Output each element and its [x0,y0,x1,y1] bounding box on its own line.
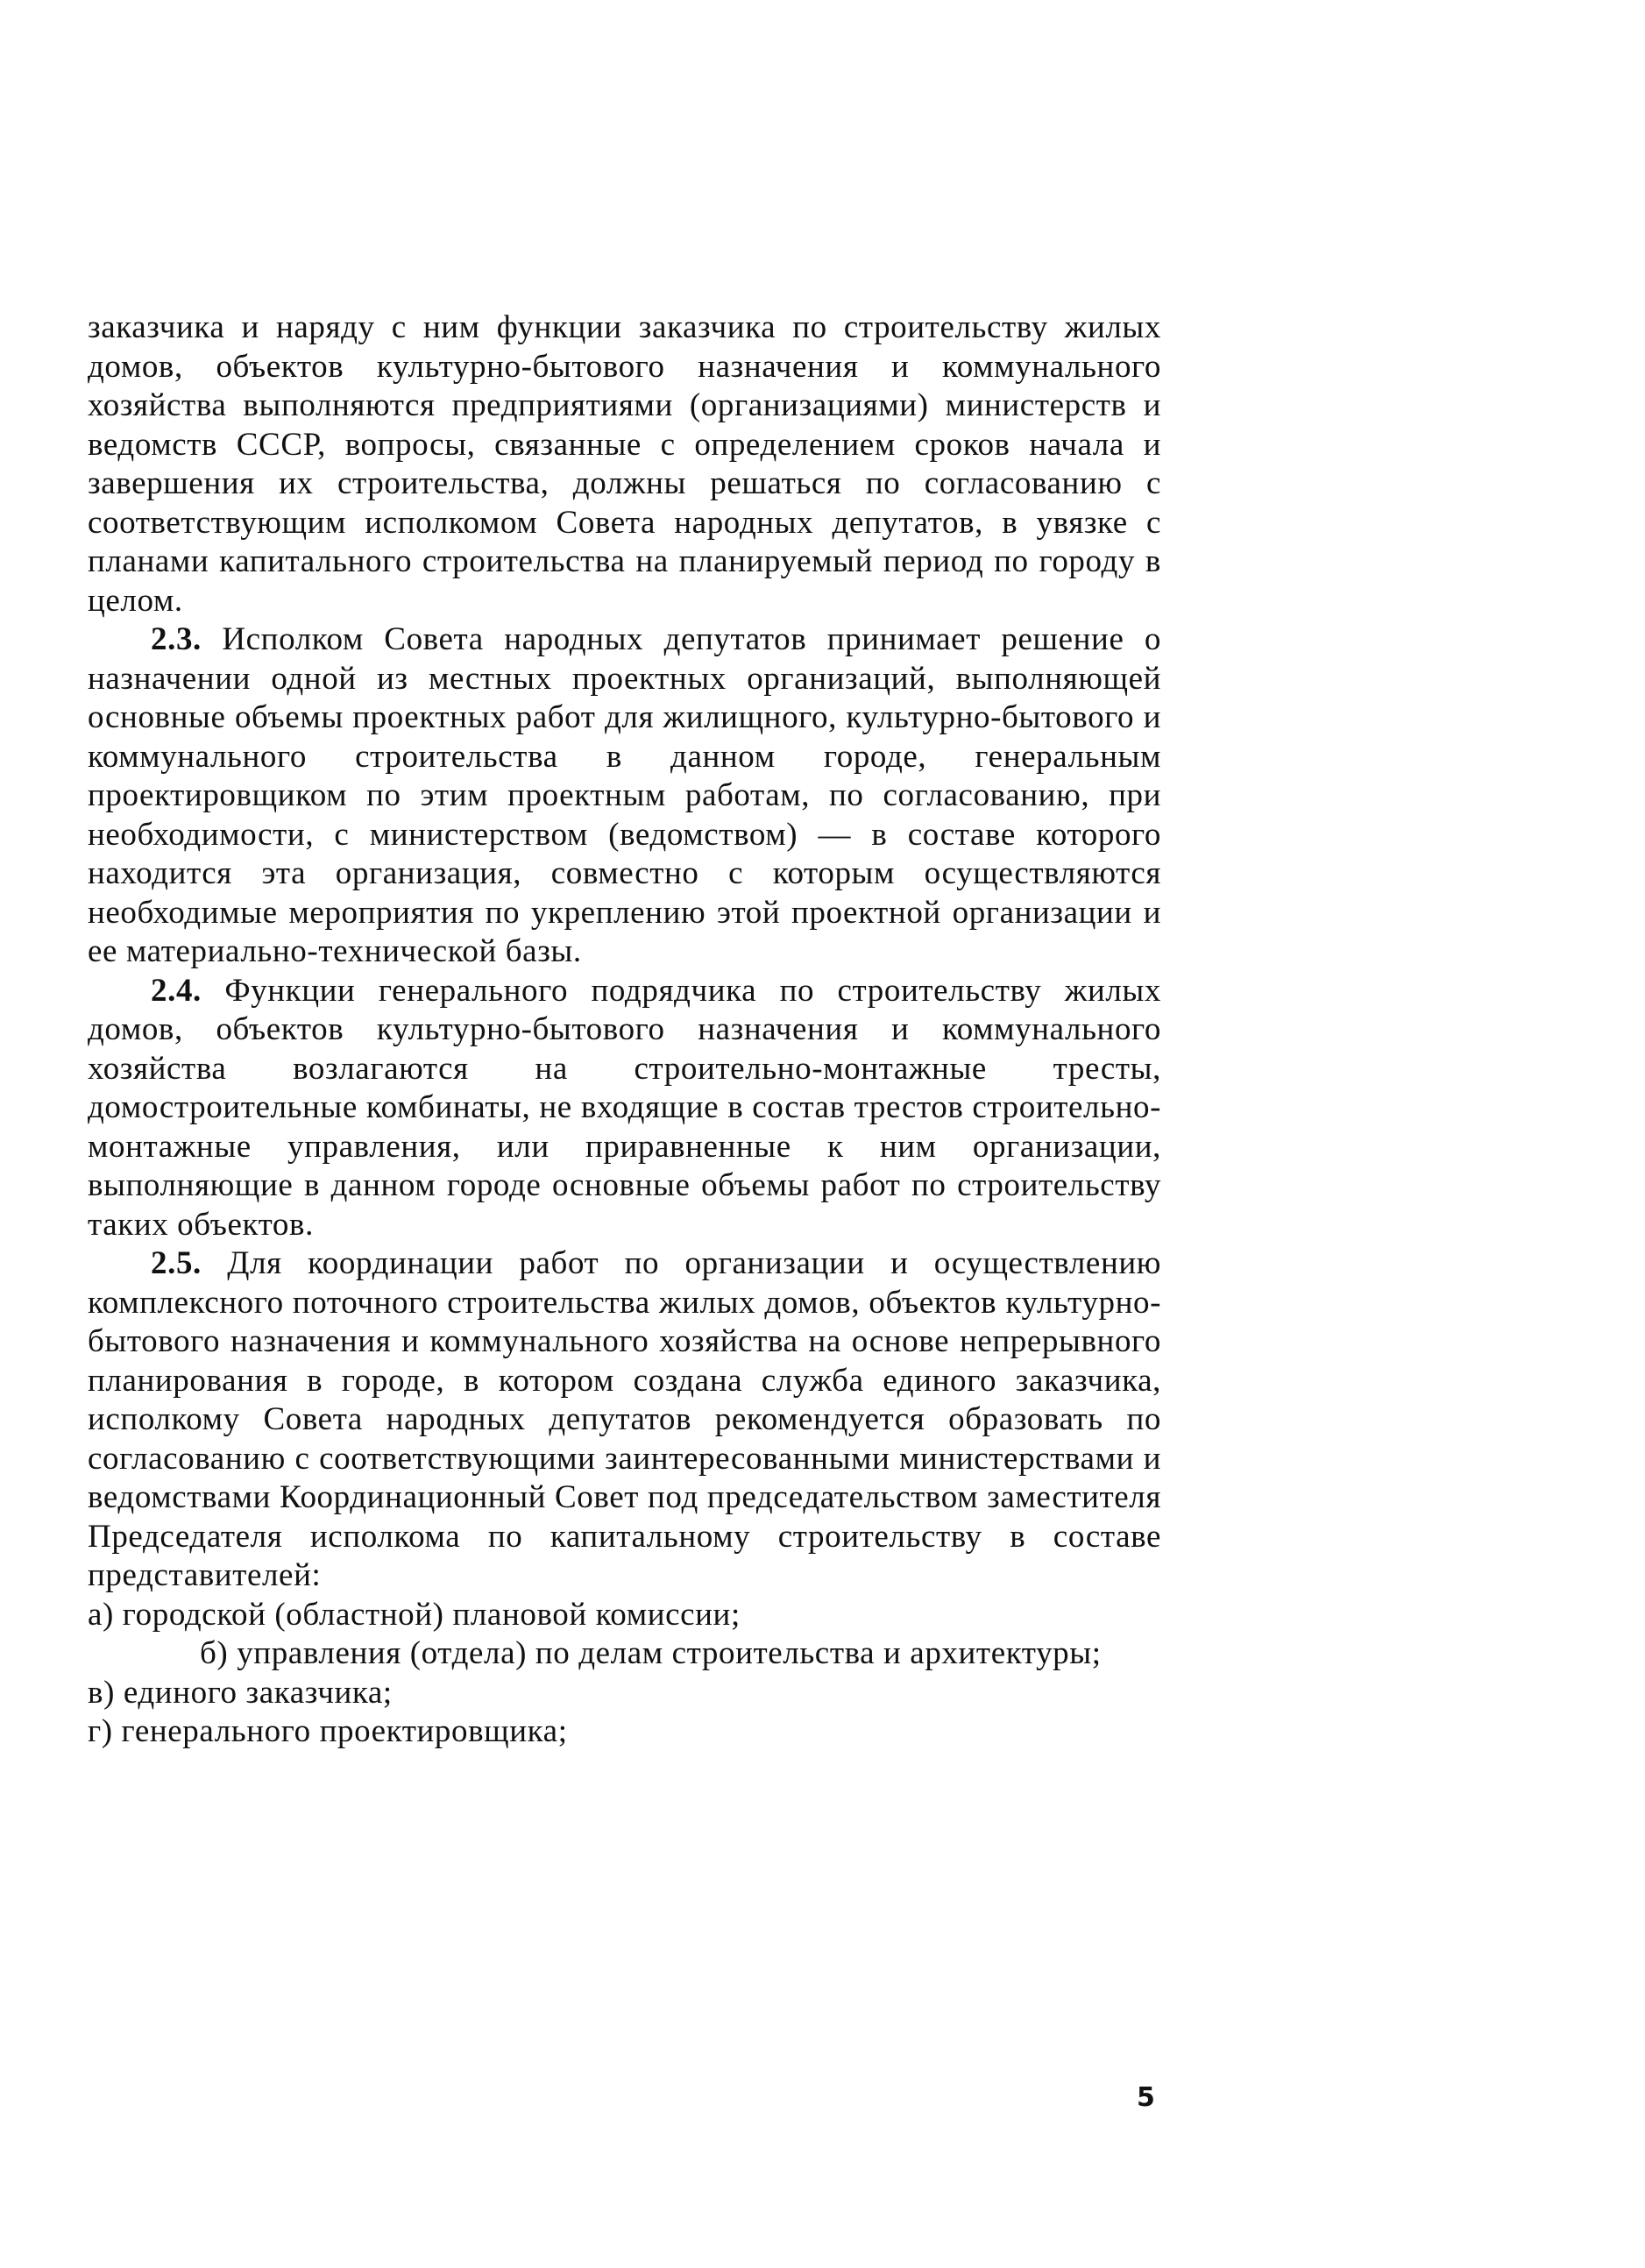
paragraph-text: Исполком Совета народных депутатов принимает решение о назначении одной из местных проектных организаций, выполняющей основные объемы проектных работ для жилищного, культурно-бытового и коммунального строительства в данном городе, генеральным проектировщиком по этим проектным работам, по согласованию, при необходимости, с министерством (ведомством) — в составе которого находится эта организация, совместно с которым осуществляются необходимые мероприятия по укреплению этой проектной организации и ее материально-технической базы. [88,621,1161,969]
body-text [88,308,1161,1752]
paragraph-text: Для координации работ по организации и осуществлению комплексного поточного строительства жилых домов, объектов культурно-бытового назначения и коммунального хозяйства на основе непрерывного планирования в городе, в котором создана служба единого заказчика, исполкому Совета народных депутатов рекомендуется образовать по согласованию с соответствующими заинтересованными министерствами и ведомствами Координационный Совет под председательством заместителя Председателя исполкома по капитальному строительству в составе представителей: [88,1245,1161,1593]
section-2-5 [88,1244,1161,1596]
page-number: 5 [1137,2082,1155,2113]
paragraph-text: заказчика и наряду с ним функции заказчика по строительству жилых домов, объектов культурно-бытового назначения и коммунального хозяйства выполняются предприятиями (организациями) министерств и ведомств СССР, вопросы, связанные с определением сроков начала и завершения их строительства, должны решаться по согласованию с соответствующим исполкомом Совета народных депутатов, в увязке с планами капитального строительства на планируемый период по городу в целом. [88,309,1161,619]
section-number: 2.3. [151,621,202,657]
list-item-c: в) единого заказчика; [88,1674,393,1711]
list-item-b: б) управления (отдела) по делам строительства и архитектуры; [200,1635,1102,1671]
section-2-3 [88,620,1161,972]
list-item-d: г) генерального проектировщика; [88,1713,568,1749]
paragraph-text: Функции генерального подрядчика по строительству жилых домов, объектов культурно-бытового назначения и коммунального хозяйства возлагаются на строительно-монтажные тресты, домостроительные комбинаты, не входящие в состав трестов строительно-монтажные управления, или приравненные к ним организации, выполняющие в данном городе основные объемы работ по строительству таких объектов. [88,972,1161,1243]
section-number: 2.5. [151,1245,202,1281]
paragraph-continuation [88,308,1161,620]
list-item-a: а) городской (областной) плановой комиссии; [88,1596,741,1633]
section-number: 2.4. [151,972,202,1009]
section-2-4 [88,972,1161,1245]
